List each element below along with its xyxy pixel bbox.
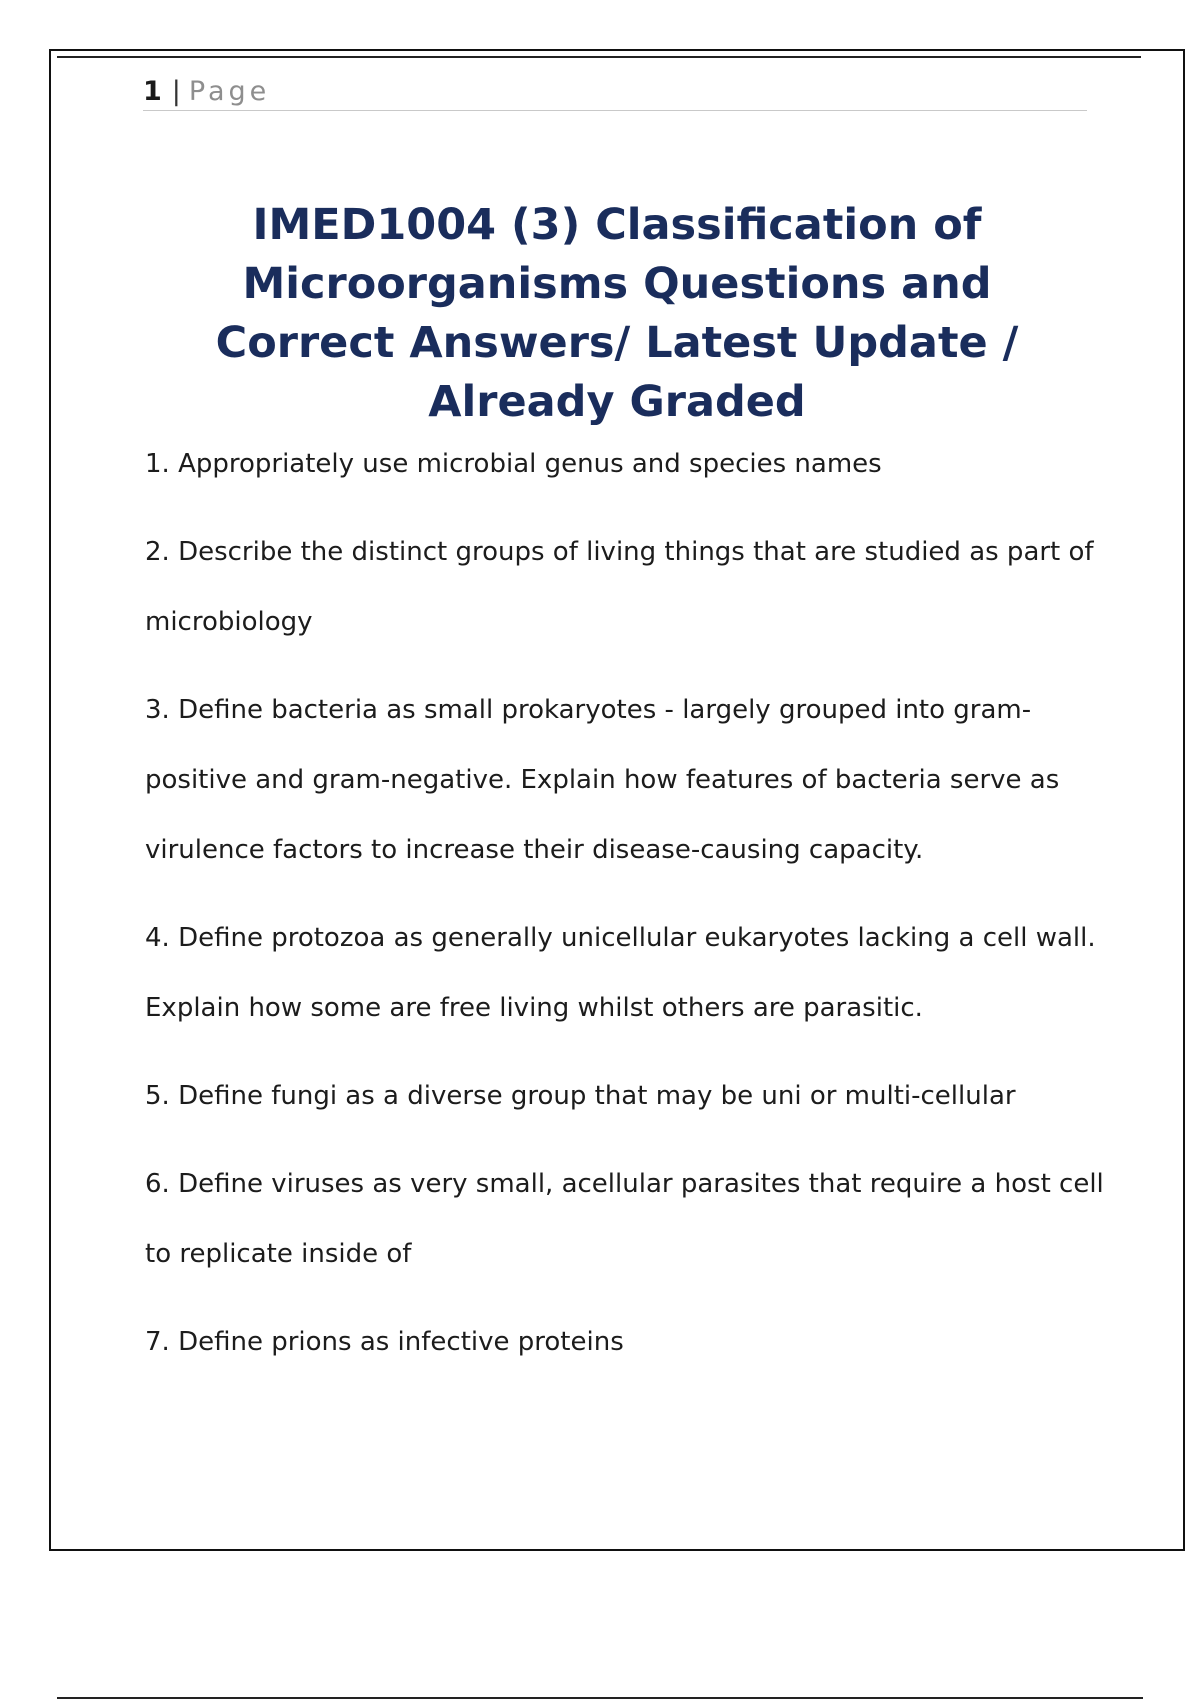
objective-item: 7. Define prions as infective proteins: [145, 1327, 624, 1357]
objective-item: 1. Appropriately use microbial genus and species names: [145, 449, 882, 479]
objective-item: 3. Define bacteria as small prokaryotes - largely grouped into gram-positive and gram-negative. Explain how features of bacteria serve as virulence factors to increase their disease-causing capacity.: [145, 695, 1060, 865]
page-label: Page: [188, 76, 271, 107]
page-header: [143, 75, 1087, 111]
page-number-line: [143, 75, 1087, 109]
objective-item: 2. Describe the distinct groups of living things that are studied as part of microbiology: [145, 537, 1094, 637]
page-number: 1: [143, 76, 162, 107]
page-frame: [49, 49, 1185, 1551]
document-title: IMED1004 (3) Classification of Microorganisms Questions and Correct Answers/ Latest Update / Already Graded: [215, 200, 1019, 427]
page-separator: |: [171, 76, 181, 107]
objective-item: 5. Define fungi as a diverse group that may be uni or multi-cellular: [145, 1081, 1016, 1111]
bottom-rule: [57, 1697, 1143, 1699]
top-rule: [57, 56, 1141, 58]
objective-item: 4. Define protozoa as generally unicellular eukaryotes lacking a cell wall. Explain how some are free living whilst others are parasitic.: [145, 923, 1096, 1023]
objectives-list: [145, 429, 1105, 1395]
objective-item: 6. Define viruses as very small, acellular parasites that require a host cell to replicate inside of: [145, 1169, 1104, 1269]
